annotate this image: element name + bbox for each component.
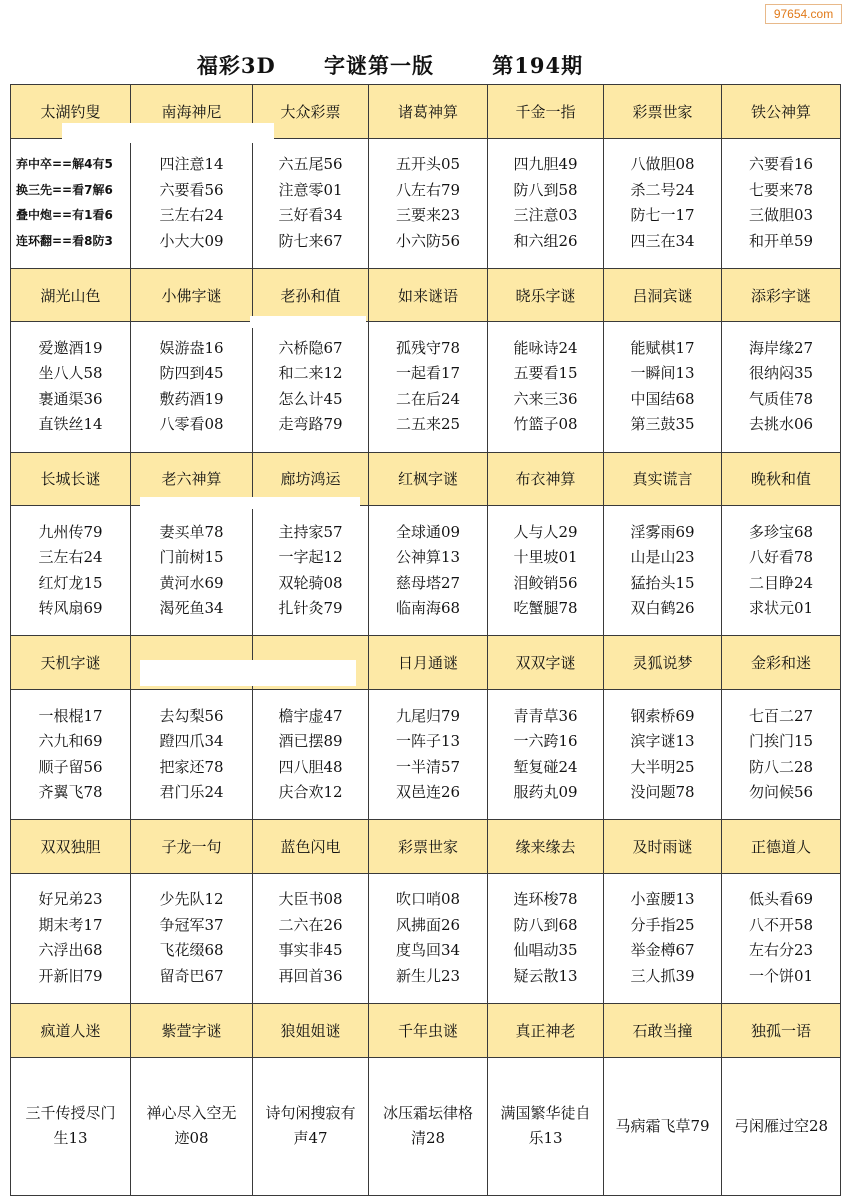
column-title: 小佛字谜 <box>131 268 253 322</box>
column-title: 真实谎言 <box>604 452 722 506</box>
riddle-line: 孤残守78 <box>395 338 461 357</box>
column-title: 布衣神算 <box>488 452 604 506</box>
riddle-line: 直铁丝14 <box>38 415 103 434</box>
column-title: 湖光山色 <box>11 268 131 322</box>
verse-line: 诗句闲搜寂有 <box>265 1104 356 1123</box>
riddle-line: 三注意03 <box>513 206 578 225</box>
verse-line: 生13 <box>53 1129 88 1148</box>
riddle-line: 八好看78 <box>748 548 814 567</box>
riddle-cell <box>131 873 253 1003</box>
riddle-line: 蹬四爪34 <box>159 732 224 751</box>
column-title: 老孙和值 <box>253 268 369 322</box>
riddle-line: 门挨门15 <box>748 732 814 751</box>
riddle-line: 和二来12 <box>278 364 343 383</box>
column-title: 石敢当撞 <box>604 1003 722 1057</box>
column-title: 添彩字谜 <box>722 268 841 322</box>
riddle-line: 九州传79 <box>38 522 103 541</box>
riddle-cell <box>604 322 722 452</box>
riddle-line: 能赋棋17 <box>630 338 695 357</box>
riddle-line: 防七来67 <box>278 231 343 250</box>
riddle-line: 换三先==看7解6 <box>16 182 113 197</box>
riddle-line: 连环翻==看8防3 <box>16 233 113 248</box>
riddle-line: 一根棍17 <box>38 706 103 725</box>
riddle-line: 求状元01 <box>748 599 814 618</box>
column-title: 双双字谜 <box>488 636 604 690</box>
riddle-cell <box>604 506 722 636</box>
column-title: 蓝色闪电 <box>253 820 369 874</box>
riddle-line: 把家还78 <box>159 757 224 776</box>
riddle-line: 走弯路79 <box>278 415 343 434</box>
content-row <box>11 506 841 636</box>
riddle-line: 和六组26 <box>513 231 578 250</box>
riddle-line: 人与人29 <box>513 522 578 541</box>
redaction-patch <box>140 660 356 686</box>
riddle-cell <box>253 873 369 1003</box>
riddle-line: 齐翼飞78 <box>38 783 103 802</box>
riddle-line: 十里坡01 <box>513 548 578 567</box>
verse-line: 迹08 <box>174 1129 209 1148</box>
content-row <box>11 138 841 268</box>
riddle-cell <box>722 689 841 819</box>
riddle-cell <box>722 138 841 268</box>
riddle-line: 六要看56 <box>159 180 224 199</box>
column-title: 长城长谜 <box>11 452 131 506</box>
riddle-line: 五要看15 <box>513 364 578 383</box>
riddle-cell <box>253 689 369 819</box>
riddle-line: 三要来23 <box>395 206 461 225</box>
riddle-line: 再回首36 <box>278 966 343 985</box>
riddle-line: 门前树15 <box>159 548 224 567</box>
riddle-line: 去挑水06 <box>748 415 814 434</box>
riddle-line: 争冠军37 <box>159 915 224 934</box>
riddle-line: 主持家57 <box>278 522 343 541</box>
riddle-line: 服药丸09 <box>513 783 578 802</box>
column-title: 狼姐姐谜 <box>253 1003 369 1057</box>
riddle-line: 六桥隐67 <box>278 338 343 357</box>
riddle-line: 仙唱动35 <box>513 941 578 960</box>
riddle-line: 期末考17 <box>38 915 103 934</box>
verse-line: 禅心尽入空无 <box>146 1104 237 1123</box>
riddle-line: 能咏诗24 <box>513 338 578 357</box>
riddle-cell <box>488 689 604 819</box>
riddle-line: 四九胆49 <box>513 155 578 174</box>
riddle-line: 顺子留56 <box>38 757 103 776</box>
riddle-line: 九尾归79 <box>395 706 461 725</box>
riddle-cell <box>722 506 841 636</box>
verse-line: 马病霜飞草79 <box>615 1116 710 1135</box>
column-title: 红枫字谜 <box>369 452 488 506</box>
riddle-line: 飞花缀68 <box>159 941 224 960</box>
riddle-line: 君门乐24 <box>159 783 224 802</box>
riddle-cell <box>253 506 369 636</box>
redaction-patch <box>140 497 360 509</box>
riddle-line: 事实非45 <box>278 941 343 960</box>
riddle-line: 连环梭78 <box>513 890 578 909</box>
riddle-line: 防八到68 <box>513 915 578 934</box>
column-title: 紫萱字谜 <box>131 1003 253 1057</box>
riddle-line: 扎针灸79 <box>278 599 343 618</box>
riddle-table <box>10 84 841 1196</box>
column-title: 彩票世家 <box>604 85 722 139</box>
redaction-patch <box>250 316 366 328</box>
riddle-line: 疑云散13 <box>513 966 578 985</box>
riddle-line: 怎么计45 <box>278 389 343 408</box>
riddle-line: 裹通渠36 <box>38 389 103 408</box>
column-title: 如来谜语 <box>369 268 488 322</box>
riddle-cell <box>369 506 488 636</box>
column-title: 正德道人 <box>722 820 841 874</box>
riddle-cell <box>253 138 369 268</box>
riddle-line: 一瞬间13 <box>630 364 695 383</box>
riddle-line: 爱邀酒19 <box>38 338 103 357</box>
riddle-cell <box>488 506 604 636</box>
riddle-line: 二六在26 <box>278 915 343 934</box>
column-title: 金彩和迷 <box>722 636 841 690</box>
riddle-line: 堑复碰24 <box>513 757 578 776</box>
riddle-line: 八零看08 <box>159 415 224 434</box>
riddle-line: 风拂面26 <box>395 915 461 934</box>
riddle-line: 坐八人58 <box>38 364 103 383</box>
riddle-line: 娱游盎16 <box>159 338 224 357</box>
riddle-line: 公神算13 <box>395 548 461 567</box>
riddle-line: 四三在34 <box>630 231 695 250</box>
riddle-line: 庆合欢12 <box>278 783 343 802</box>
riddle-cell <box>604 873 722 1003</box>
column-title: 老六神算 <box>131 452 253 506</box>
riddle-line: 三左右24 <box>159 206 224 225</box>
riddle-line: 渴死鱼34 <box>159 599 224 618</box>
riddle-line: 钢索桥69 <box>630 706 695 725</box>
riddle-cell <box>488 873 604 1003</box>
riddle-line: 淫雾雨69 <box>630 522 695 541</box>
column-title: 晓乐字谜 <box>488 268 604 322</box>
verse-cell <box>253 1057 369 1196</box>
column-title: 子龙一句 <box>131 820 253 874</box>
riddle-line: 六要看16 <box>748 155 814 174</box>
riddle-cell <box>488 138 604 268</box>
riddle-cell <box>11 322 131 452</box>
riddle-cell <box>722 322 841 452</box>
riddle-line: 第三鼓35 <box>630 415 695 434</box>
riddle-line: 叠中炮==有1看6 <box>16 208 113 223</box>
riddle-line: 一个饼01 <box>748 966 814 985</box>
riddle-cell <box>11 689 131 819</box>
verse-cell <box>604 1057 722 1196</box>
content-row <box>11 322 841 452</box>
column-title: 双双独胆 <box>11 820 131 874</box>
title-issue: 第194期 <box>492 53 584 78</box>
riddle-cell <box>369 322 488 452</box>
riddle-line: 六来三36 <box>513 389 578 408</box>
riddle-cell <box>131 506 253 636</box>
column-title: 诸葛神算 <box>369 85 488 139</box>
riddle-line: 慈母塔27 <box>395 573 461 592</box>
column-title: 真正神老 <box>488 1003 604 1057</box>
riddle-line: 分手指25 <box>630 915 695 934</box>
riddle-line: 三人抓39 <box>630 966 695 985</box>
riddle-cell <box>722 873 841 1003</box>
riddle-line: 少先队12 <box>159 890 224 909</box>
riddle-line: 小六防56 <box>395 231 461 250</box>
riddle-line: 开新旧79 <box>38 966 103 985</box>
riddle-line: 六浮出68 <box>38 941 103 960</box>
riddle-line: 二在后24 <box>395 389 461 408</box>
verse-line: 冰压霜坛律格 <box>382 1104 473 1123</box>
riddle-line: 三做胆03 <box>748 206 814 225</box>
column-title: 太湖钓叟 <box>11 85 131 139</box>
content-row <box>11 1057 841 1196</box>
riddle-line: 一半清57 <box>395 757 461 776</box>
verse-line: 三千传授尽门 <box>25 1104 116 1123</box>
riddle-line: 红灯龙15 <box>38 573 103 592</box>
verse-cell <box>11 1057 131 1196</box>
column-title: 及时雨谜 <box>604 820 722 874</box>
riddle-line: 防七一17 <box>630 206 695 225</box>
riddle-line: 四注意14 <box>159 155 224 174</box>
column-title: 日月通谜 <box>369 636 488 690</box>
riddle-line: 小大大09 <box>159 231 224 250</box>
riddle-cell <box>253 322 369 452</box>
riddle-line: 气质佳78 <box>748 389 814 408</box>
riddle-line: 妻买单78 <box>159 522 224 541</box>
riddle-cell <box>369 689 488 819</box>
column-title: 灵狐说梦 <box>604 636 722 690</box>
riddle-line: 举金樽67 <box>630 941 695 960</box>
redaction-patch <box>62 123 274 143</box>
riddle-line: 黄河水69 <box>159 573 224 592</box>
column-title: 天机字谜 <box>11 636 131 690</box>
riddle-line: 一阵子13 <box>395 732 461 751</box>
content-row <box>11 689 841 819</box>
site-watermark: 97654.com <box>765 4 842 24</box>
riddle-line: 青青草36 <box>513 706 578 725</box>
verse-cell <box>369 1057 488 1196</box>
riddle-line: 防四到45 <box>159 364 224 383</box>
riddle-cell <box>131 322 253 452</box>
header-row <box>11 268 841 322</box>
column-title: 千金一指 <box>488 85 604 139</box>
riddle-cell <box>488 322 604 452</box>
header-row <box>11 636 841 690</box>
riddle-line: 六九和69 <box>38 732 103 751</box>
riddle-line: 六五尾56 <box>278 155 343 174</box>
riddle-line: 全球通09 <box>395 522 461 541</box>
riddle-line: 八不开58 <box>748 915 814 934</box>
header-row <box>11 1003 841 1057</box>
riddle-line: 小蛮腰13 <box>630 890 695 909</box>
riddle-line: 猛抬头15 <box>630 573 695 592</box>
riddle-line: 双白鹤26 <box>630 599 695 618</box>
riddle-cell <box>11 138 131 268</box>
riddle-cell <box>604 689 722 819</box>
riddle-line: 转风扇69 <box>38 599 103 618</box>
riddle-cell <box>131 138 253 268</box>
column-title: 缘来缘去 <box>488 820 604 874</box>
content-row <box>11 873 841 1003</box>
riddle-line: 滨字谜13 <box>630 732 695 751</box>
riddle-line: 新生儿23 <box>395 966 461 985</box>
riddle-cell <box>604 138 722 268</box>
riddle-line: 很纳闷35 <box>748 364 814 383</box>
riddle-line: 敷药酒19 <box>159 389 224 408</box>
column-title: 南海神尼 <box>131 85 253 139</box>
riddle-line: 中国结68 <box>630 389 695 408</box>
riddle-line: 低头看69 <box>748 890 814 909</box>
verse-cell <box>131 1057 253 1196</box>
riddle-line: 防八到58 <box>513 180 578 199</box>
riddle-line: 多珍宝68 <box>748 522 814 541</box>
riddle-line: 八左右79 <box>395 180 461 199</box>
riddle-line: 竹篮子08 <box>513 415 578 434</box>
column-title: 晚秋和值 <box>722 452 841 506</box>
riddle-line: 大臣书08 <box>278 890 343 909</box>
riddle-line: 二五来25 <box>395 415 461 434</box>
riddle-line: 留奇巴67 <box>159 966 224 985</box>
verse-cell <box>722 1057 841 1196</box>
verse-line: 满国繁华徒自 <box>500 1104 591 1123</box>
riddle-line: 山是山23 <box>630 548 695 567</box>
riddle-line: 去勾梨56 <box>159 706 224 725</box>
riddle-line: 酒已摆89 <box>278 732 343 751</box>
riddle-cell <box>369 138 488 268</box>
column-title: 独孤一语 <box>722 1003 841 1057</box>
title-edition: 字谜第一版 <box>323 53 434 78</box>
column-title: 千年虫谜 <box>369 1003 488 1057</box>
riddle-line: 好兄弟23 <box>38 890 103 909</box>
verse-line: 弓闲雁过空28 <box>733 1116 829 1135</box>
column-title: 彩票世家 <box>369 820 488 874</box>
riddle-line: 和开单59 <box>748 231 814 250</box>
riddle-cell <box>369 873 488 1003</box>
page-title <box>0 50 780 80</box>
riddle-line: 度鸟回34 <box>395 941 461 960</box>
riddle-line: 吹口哨08 <box>395 890 461 909</box>
riddle-line: 一六跨16 <box>513 732 578 751</box>
riddle-cell <box>11 873 131 1003</box>
riddle-line: 弃中卒==解4有5 <box>16 157 113 172</box>
column-title: 铁公神算 <box>722 85 841 139</box>
verse-line: 声47 <box>293 1129 328 1148</box>
verse-line: 乐13 <box>528 1129 563 1148</box>
riddle-line: 注意零01 <box>278 180 343 199</box>
riddle-line: 大半明25 <box>630 757 695 776</box>
riddle-line: 双邑连26 <box>395 783 461 802</box>
riddle-line: 左右分23 <box>748 941 814 960</box>
riddle-line: 双轮骑08 <box>278 573 343 592</box>
riddle-line: 二目睁24 <box>748 573 814 592</box>
riddle-line: 一起看17 <box>395 364 461 383</box>
riddle-line: 勿问候56 <box>748 783 814 802</box>
title-lottery: 福彩3D <box>196 53 276 78</box>
header-row <box>11 820 841 874</box>
column-title: 大众彩票 <box>253 85 369 139</box>
riddle-line: 檐宇虚47 <box>278 706 343 725</box>
column-title: 廊坊鸿运 <box>253 452 369 506</box>
riddle-line: 五开头05 <box>395 155 461 174</box>
riddle-cell <box>11 506 131 636</box>
column-title: 吕洞宾谜 <box>604 268 722 322</box>
riddle-line: 泪鲛销56 <box>513 573 578 592</box>
riddle-cell <box>131 689 253 819</box>
verse-cell <box>488 1057 604 1196</box>
riddle-line: 七要来78 <box>748 180 814 199</box>
riddle-line: 吃蟹腿78 <box>513 599 578 618</box>
riddle-line: 三好看34 <box>278 206 343 225</box>
riddle-line: 杀二号24 <box>630 180 695 199</box>
column-title: 疯道人迷 <box>11 1003 131 1057</box>
riddle-line: 四八胆48 <box>278 757 343 776</box>
riddle-line: 海岸缘27 <box>748 338 814 357</box>
riddle-line: 防八二28 <box>748 757 814 776</box>
riddle-line: 七百二27 <box>748 706 814 725</box>
riddle-line: 三左右24 <box>38 548 103 567</box>
riddle-line: 八做胆08 <box>630 155 695 174</box>
verse-line: 清28 <box>410 1129 446 1148</box>
riddle-line: 一字起12 <box>278 548 343 567</box>
riddle-line: 没问题78 <box>630 783 695 802</box>
header-row <box>11 452 841 506</box>
riddle-line: 临南海68 <box>395 599 461 618</box>
